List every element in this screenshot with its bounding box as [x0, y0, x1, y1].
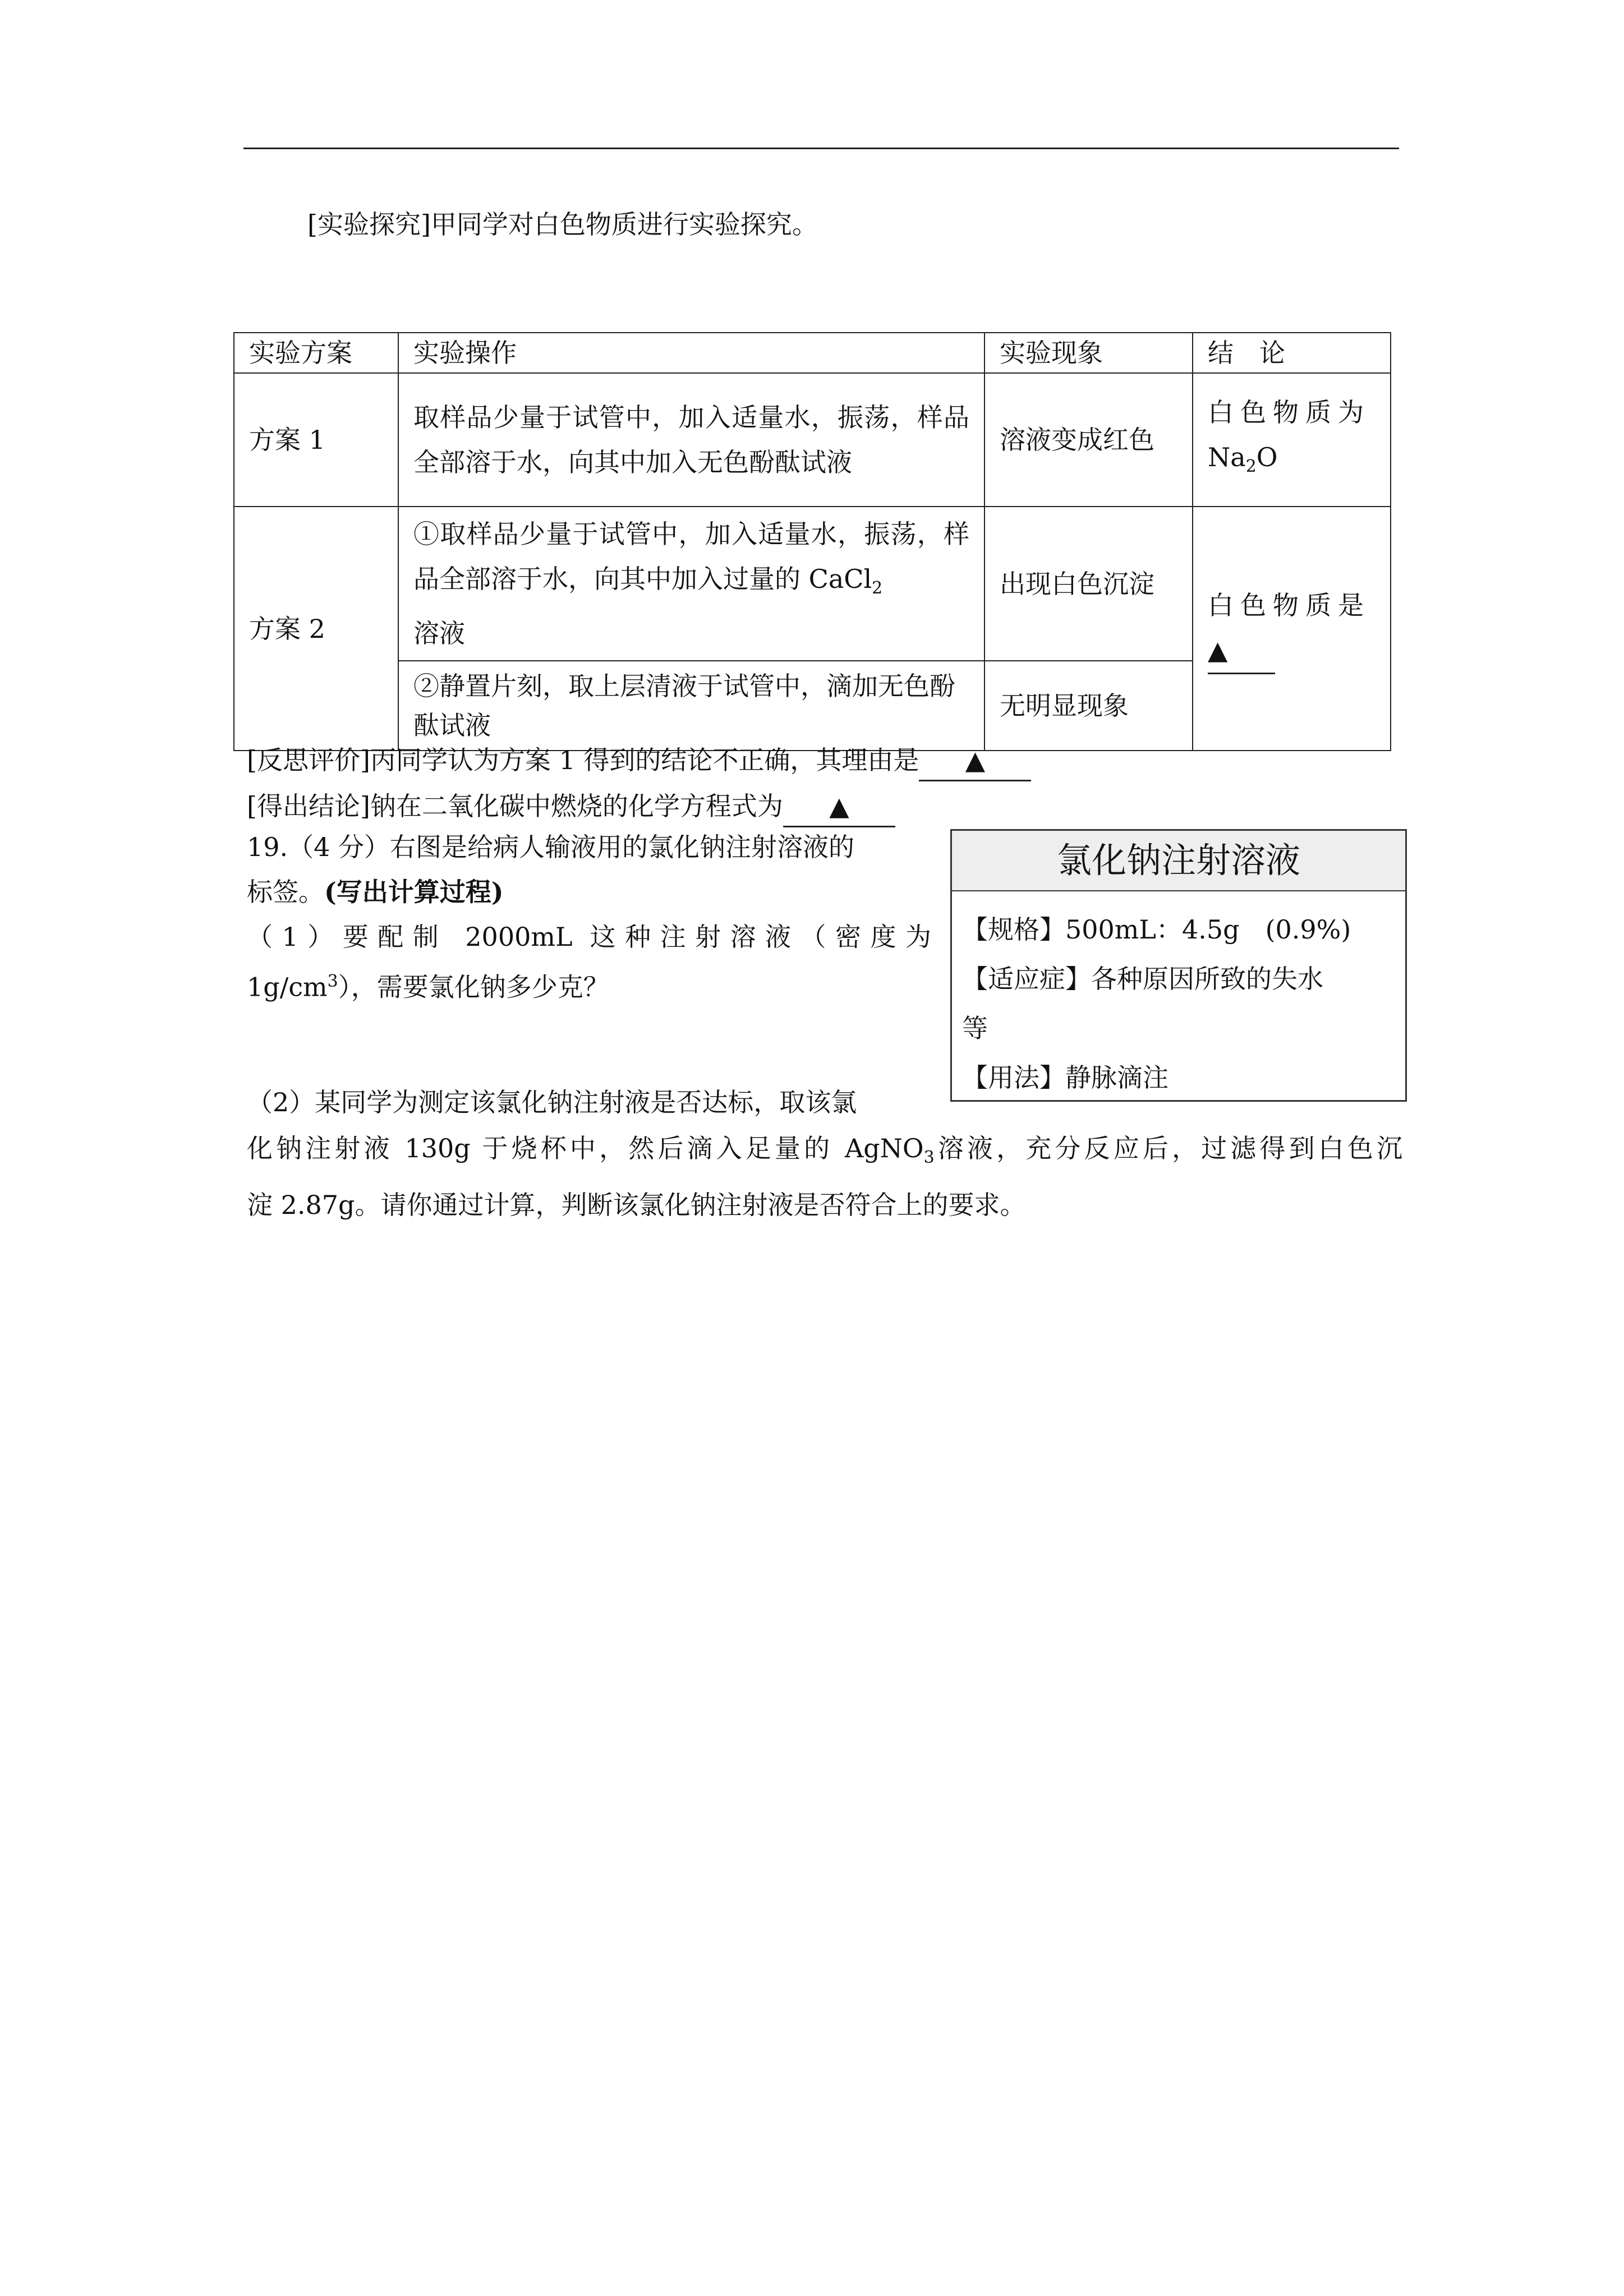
- label-title: 氯化钠注射溶液: [952, 831, 1405, 891]
- q19-part2-continuation: [247, 1125, 1402, 1228]
- plan1-conclusion: [1193, 373, 1391, 507]
- q19-part1-question: ），需要氯化钠多少克？: [338, 972, 609, 1002]
- q19-part2-sub: 3: [923, 1148, 935, 1168]
- plan2-step1-tail: 溶液: [413, 618, 465, 649]
- q19-part2-first-line: [247, 1080, 931, 1125]
- plan2-step1-text: ①取样品少量于试管中，加入适量水，振荡，样品全部溶于水，向其中加入过量的 CaCl: [413, 519, 969, 594]
- table-header-row: [234, 333, 1391, 373]
- reflection-blank: ▲: [919, 740, 1031, 781]
- q19-line1: 19.（4 分）右图是给病人输液用的氯化钠注射溶液的: [247, 832, 855, 862]
- header-operation: 实验操作: [398, 333, 984, 373]
- header-plan: 实验方案: [234, 333, 398, 373]
- table-row-plan2-step1: [234, 507, 1391, 661]
- plan2-step2-phenomenon: 无明显现象: [984, 661, 1193, 751]
- q19-part2-line2-b: 溶液，充分反应后，过滤得到白色沉: [934, 1133, 1402, 1163]
- plan2-name: 方案 2: [234, 507, 398, 751]
- reflection-text: [反思评价]丙同学认为方案 1 得到的结论不正确，其理由是: [247, 745, 919, 775]
- q19-line2-normal: 标签。: [247, 877, 324, 907]
- plan1-name: 方案 1: [234, 373, 398, 507]
- saline-label-box: [950, 829, 1407, 1102]
- conclusion-text: [得出结论]钠在二氧化碳中燃烧的化学方程式为: [247, 791, 783, 821]
- q19-part1-unit: 1g/cm: [247, 972, 328, 1002]
- plan1-conclusion-prefix: 白色物质为: [1208, 397, 1370, 428]
- plan2-step1-sub: 2: [872, 578, 883, 599]
- question-19: [247, 825, 931, 1009]
- plan2-step2-operation: ②静置片刻，取上层清液于试管中，滴加无色酚酞试液: [398, 661, 984, 751]
- plan2-conclusion-blank: ▲: [1208, 628, 1275, 674]
- plan2-step1-phenomenon: 出现白色沉淀: [984, 507, 1193, 661]
- q19-part2-line1: （2）某同学为测定该氯化钠注射液是否达标，取该氯: [247, 1087, 857, 1117]
- q19-part1-sup: 3: [327, 972, 338, 991]
- reflection-line: [247, 740, 1031, 781]
- conclusion-blank: ▲: [783, 786, 895, 827]
- q19-line2-bold: (写出计算过程): [324, 877, 504, 907]
- label-usage: 【用法】静脉滴注: [962, 1062, 1168, 1093]
- plan2-step1-operation: [398, 507, 984, 661]
- conclusion-line: [247, 786, 895, 827]
- plan1-operation: 取样品少量于试管中，加入适量水，振荡，样品全部溶于水，向其中加入无色酚酞试液: [398, 373, 984, 507]
- q19-part2-line3: 淀 2.87g。请你通过计算，判断该氯化钠注射液是否符合上的要求。: [247, 1190, 1026, 1221]
- q19-part2-line2: [247, 1125, 1402, 1181]
- header-conclusion: 结 论: [1193, 333, 1391, 373]
- plan1-formula-o: O: [1256, 442, 1278, 473]
- label-indication-line1: 【适应症】各种原因所致的失水: [962, 964, 1323, 994]
- plan1-phenomenon: 溶液变成红色: [984, 373, 1193, 507]
- label-indication-line2: 等: [962, 1013, 988, 1043]
- label-body: [952, 891, 1405, 1102]
- q19-line2: [247, 869, 931, 914]
- header-rule: [243, 148, 1399, 149]
- plan2-conclusion: [1193, 507, 1391, 751]
- label-spec: 【规格】500mL：4.5g (0.9%): [962, 914, 1351, 945]
- table-row-plan1: [234, 373, 1391, 507]
- experiment-table: [233, 332, 1391, 751]
- q19-part2-line2-a: 化钠注射液 130g 于烧杯中，然后滴入足量的 AgNO: [247, 1133, 924, 1163]
- plan2-conclusion-text: 白色物质是: [1208, 590, 1370, 621]
- q19-part1-line1: （1）要配制 2000mL 这种注射溶液（密度为: [247, 922, 931, 952]
- header-phenomenon: 实验现象: [984, 333, 1193, 373]
- plan1-formula-sub: 2: [1245, 457, 1257, 477]
- plan1-formula-na: Na: [1208, 442, 1246, 473]
- intro-paragraph: [实验探究]甲同学对白色物质进行实验探究。: [307, 209, 818, 240]
- q19-part1-line2: [247, 959, 931, 1009]
